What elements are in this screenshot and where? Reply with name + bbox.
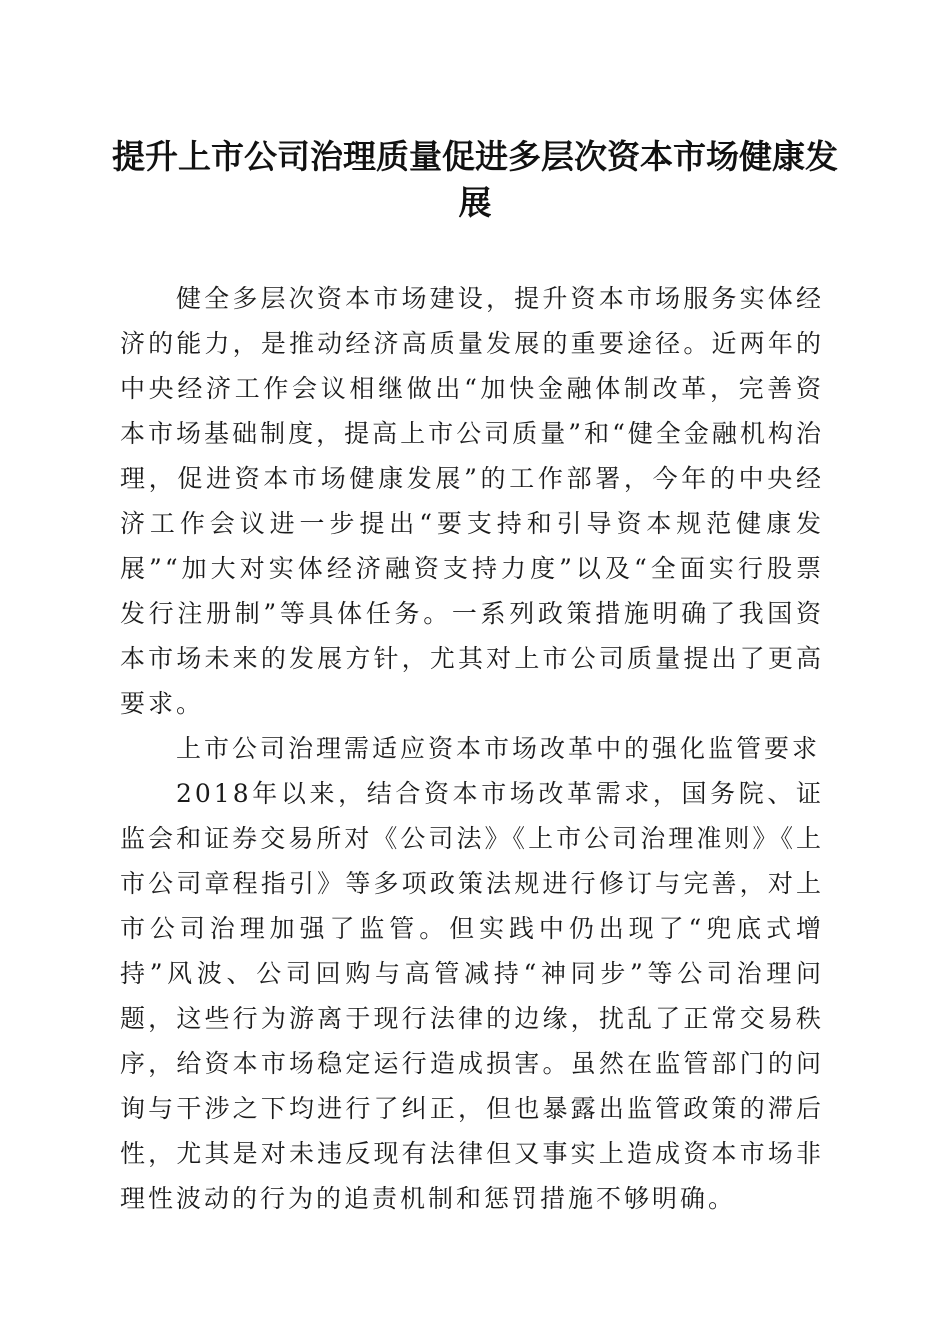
paragraph-regulation: 2018年以来，结合资本市场改革需求，国务院、证监会和证券交易所对《公司法》《上市公司治理准则》《上市公司章程指引》等多项政策法规进行修订与完善，对上市公司治理加强了监管。但实践中仍出现了“兜底式增持”风波、公司回购与高管减持“神同步”等公司治理问题，这些行为游离于现行法律的边缘，扰乱了正常交易秩序，给资本市场稳定运行造成损害。虽然在监管部门的问询与干涉之下均进行了纠正，但也暴露出监管政策的滞后性，尤其是对未违反现有法律但又事实上造成资本市场非理性波动的行为的追责机制和惩罚措施不够明确。 xyxy=(120,779,824,1213)
section-heading: 上市公司治理需适应资本市场改革中的强化监管要求 xyxy=(176,734,821,763)
paragraph-intro: 健全多层次资本市场建设，提升资本市场服务实体经济的能力，是推动经济高质量发展的重要途径。近两年的中央经济工作会议相继做出“加快金融体制改革，完善资本市场基础制度，提高上市公司质量”和“健全金融机构治理，促进资本市场健康发展”的工作部署，今年的中央经济工作会议进一步提出“要支持和引导资本规范健康发展”“加大对实体经济融资支持力度”以及“全面实行股票发行注册制”等具体任务。一系列政策措施明确了我国资本市场未来的发展方针，尤其对上市公司质量提出了更高要求。 xyxy=(120,284,824,718)
document-title: 提升上市公司治理质量促进多层次资本市场健康发展 xyxy=(112,137,838,222)
document-body xyxy=(120,276,824,1221)
